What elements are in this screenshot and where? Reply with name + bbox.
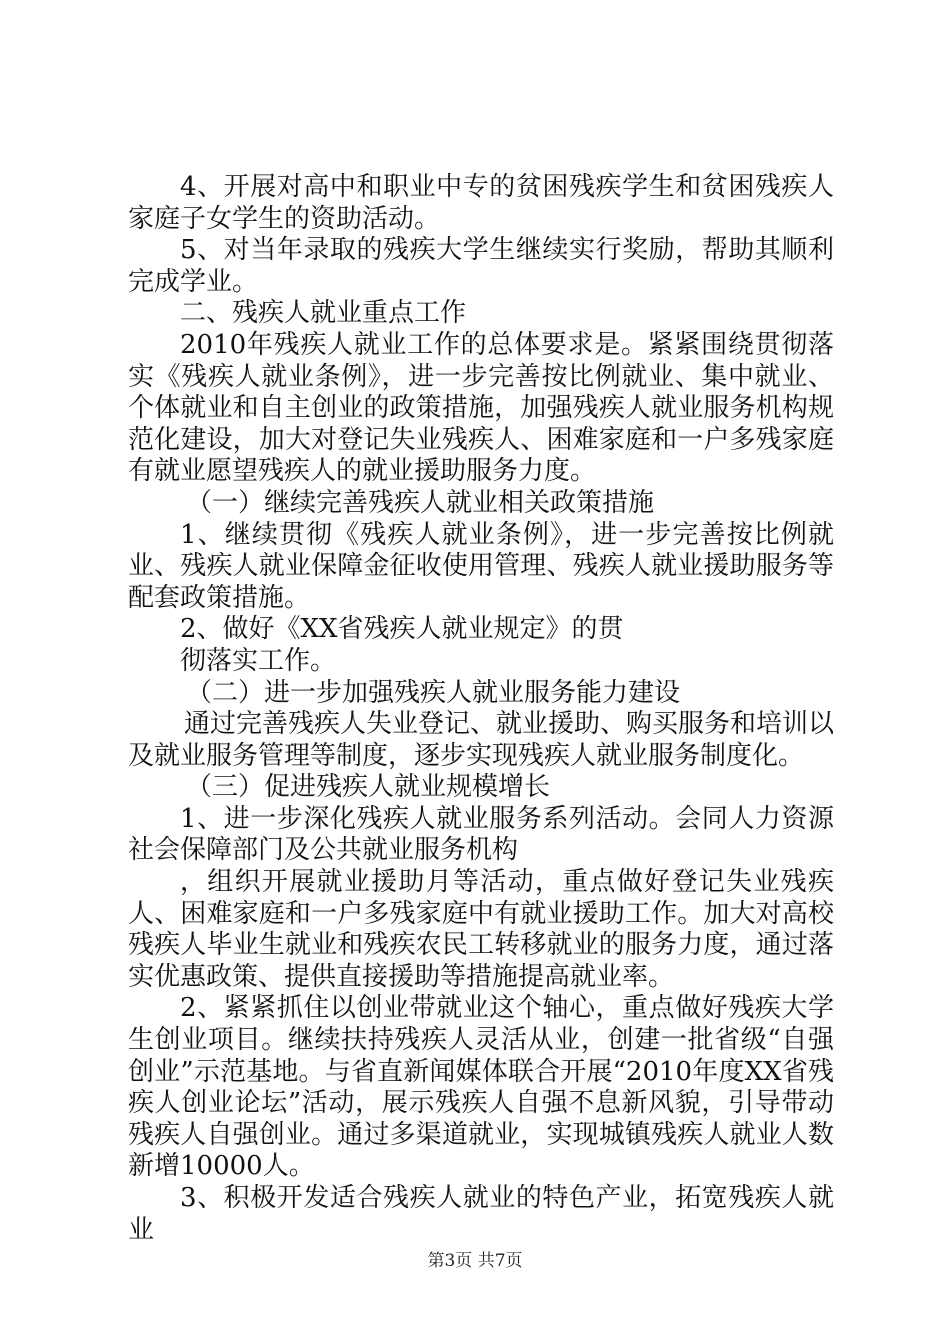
paragraph-policy-2-continued: 彻落实工作。 (180, 645, 337, 676)
paragraph-item-4: 4、开展对高中和职业中专的贫困残疾学生和贫困残疾人家庭子女学生的资助活动。 (128, 172, 834, 234)
subsection-heading-3: （三）促进残疾人就业规模增长 (186, 772, 551, 803)
paragraph-policy-2: 2、做好《XX省残疾人就业规定》的贯 (180, 614, 624, 645)
subsection-heading-1: （一）继续完善残疾人就业相关政策措施 (186, 487, 655, 518)
paragraph-policy-1: 1、继续贯彻《残疾人就业条例》，进一步完善按比例就业、残疾人就业保障金征收使用管理、残疾人就业援助服务等配套政策措施。 (128, 519, 834, 613)
section-heading-employment: 二、残疾人就业重点工作 (180, 298, 467, 329)
paragraph-service-capacity: 通过完善残疾人失业登记、就业援助、购买服务和培训以及就业服务管理等制度，逐步实现残疾人就业服务制度化。 (128, 709, 835, 771)
document-body (128, 172, 834, 1246)
paragraph-growth-1: 1、进一步深化残疾人就业服务系列活动。会同人力资源社会保障部门及公共就业服务机构 (128, 803, 834, 866)
paragraph-growth-2: 2、紧紧抓住以创业带就业这个轴心，重点做好残疾大学生创业项目。继续扶持残疾人灵活从业，创建一批省级“自强创业”示范基地。与省直新闻媒体联合开展“2010年度XX省残疾人创业论坛”活动，展示残疾人自强不息新风貌，引导带动残疾人自强创业。通过多渠道就业，实现城镇残疾人就业人数新增10000人。 (128, 993, 834, 1182)
paragraph-item-5: 5、对当年录取的残疾大学生继续实行奖励，帮助其顺利完成学业。 (128, 235, 834, 297)
paragraph-growth-3: 3、积极开发适合残疾人就业的特色产业，拓宽残疾人就业 (128, 1183, 834, 1245)
page-number-footer: 第3页 共7页 (427, 1251, 523, 1271)
paragraph-growth-1-continued: ，组织开展就业援助月等活动，重点做好登记失业残疾人、困难家庭和一户多残家庭中有就业援助工作。加大对高校残疾人毕业生就业和残疾农民工转移就业的服务力度，通过落实优惠政策、提供直接援助等措施提高就业率。 (128, 867, 834, 992)
subsection-heading-2: （二）进一步加强残疾人就业服务能力建设 (186, 677, 681, 708)
paragraph-overall-requirements: 2010年残疾人就业工作的总体要求是。紧紧围绕贯彻落实《残疾人就业条例》，进一步完善按比例就业、集中就业、个体就业和自主创业的政策措施，加强残疾人就业服务机构规范化建设，加大对登记失业残疾人、困难家庭和一户多残家庭有就业愿望残疾人的就业援助服务力度。 (128, 329, 834, 487)
